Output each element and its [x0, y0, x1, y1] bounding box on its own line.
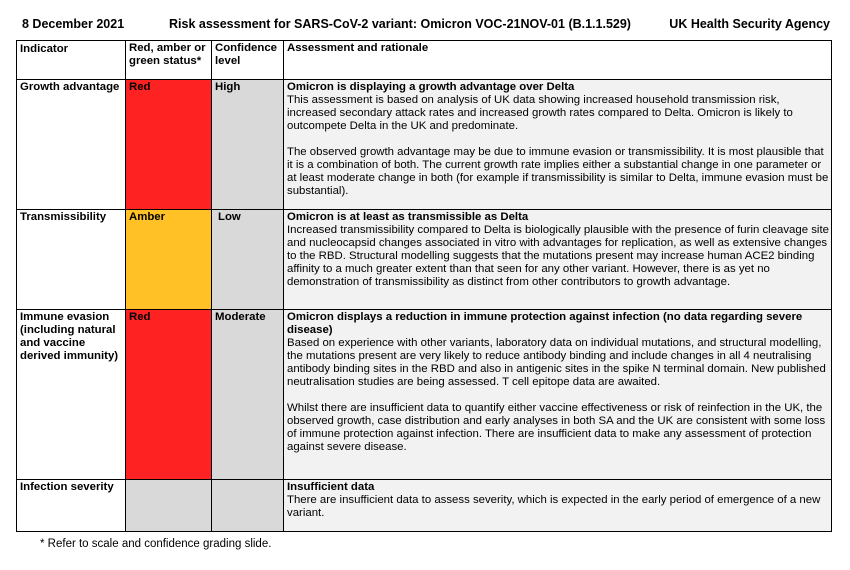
assessment-heading: Omicron displays a reduction in immune protection against infection (no data regarding severe disease) [287, 311, 803, 336]
slide-header [16, 17, 832, 35]
assessment-paragraph: This assessment is based on analysis of UK data showing increased household transmission risk, increased secondary attack rates and increased growth rates compared to Delta. Omicron is likely to outcompete Delta in the UK and predominate. [287, 94, 793, 132]
confidence-cell: Moderate [212, 310, 284, 480]
assessment-paragraph: Increased transmissibility compared to Delta is biologically plausible with the presence of furin cleavage site and nucleocapsid changes associated in vitro with advantages for replication, as well as extensive changes to the RBD. Structural modelling suggests that the mutations present may increase human ACE2 binding affinity to a much greater extent than that seen for any other variant. However, there is as yet no demonstration of transmissibility as distinct from other contributors to growth advantage. [287, 224, 829, 288]
assessment-cell [284, 310, 832, 480]
status-cell-amber: Amber [126, 210, 212, 310]
confidence-cell: High [212, 80, 284, 210]
status-cell-grey [126, 480, 212, 532]
footnote: * Refer to scale and confidence grading slide. [40, 538, 272, 550]
status-cell-red: Red [126, 310, 212, 480]
column-header-status: Red, amber or green status* [126, 41, 212, 80]
assessment-cell [284, 210, 832, 310]
assessment-paragraph: There are insufficient data to assess severity, which is expected in the early period of emergence of a new variant. [287, 494, 821, 519]
assessment-paragraph: The observed growth advantage may be due to immune evasion or transmissibility. It is most plausible that it is a combination of both. The current growth rate implies either a substantial change in one parameter or at least moderate change in both (for example if transmissibility is similar to Delta, immune evasion must be substantial). [287, 146, 829, 197]
indicator-cell: Transmissibility [17, 210, 126, 310]
table-row-transmissibility [17, 210, 832, 310]
assessment-paragraph: Whilst there are insufficient data to quantify either vaccine effectiveness or risk of reinfection in the UK, the observed growth, case distribution and early analyses in both SA and the UK are consistent with some loss of immune protection against infection. There are insufficient data to make any assessment of protection against severe disease. [287, 402, 826, 453]
assessment-cell [284, 80, 832, 210]
indicator-cell: Immune evasion (including natural and vaccine derived immunity) [17, 310, 126, 480]
header-date: 8 December 2021 [22, 17, 125, 31]
table-row-immune-evasion [17, 310, 832, 480]
assessment-cell [284, 480, 832, 532]
confidence-cell [212, 210, 284, 310]
assessment-heading: Omicron is at least as transmissible as Delta [287, 211, 529, 223]
table-row-infection-severity [17, 480, 832, 532]
assessment-paragraph: Based on experience with other variants, laboratory data on individual mutations, and structural modelling, the mutations present are very likely to reduce antibody binding and include changes in all 4 neutralising antibody binding sites in the RBD and also in antigenic sites in the spike N terminal domain. New published neutralisation studies are being assessed. T cell epitope data are awaited. [287, 337, 826, 388]
column-header-indicator: Indicator [17, 41, 126, 80]
confidence-cell [212, 480, 284, 532]
risk-assessment-table [16, 40, 832, 532]
header-agency: UK Health Security Agency [669, 17, 830, 31]
column-header-confidence: Confidence level [212, 41, 284, 80]
assessment-heading: Omicron is displaying a growth advantage over Delta [287, 81, 575, 93]
header-title: Risk assessment for SARS-CoV-2 variant: Omicron VOC-21NOV-01 (B.1.1.529) [169, 17, 631, 31]
status-cell-red: Red [126, 80, 212, 210]
indicator-cell: Infection severity [17, 480, 126, 532]
confidence-value: Low [218, 211, 241, 223]
indicator-cell: Growth advantage [17, 80, 126, 210]
column-header-assessment: Assessment and rationale [284, 41, 832, 80]
assessment-heading: Insufficient data [287, 481, 375, 493]
table-row-growth-advantage [17, 80, 832, 210]
table-header-row [17, 41, 832, 80]
